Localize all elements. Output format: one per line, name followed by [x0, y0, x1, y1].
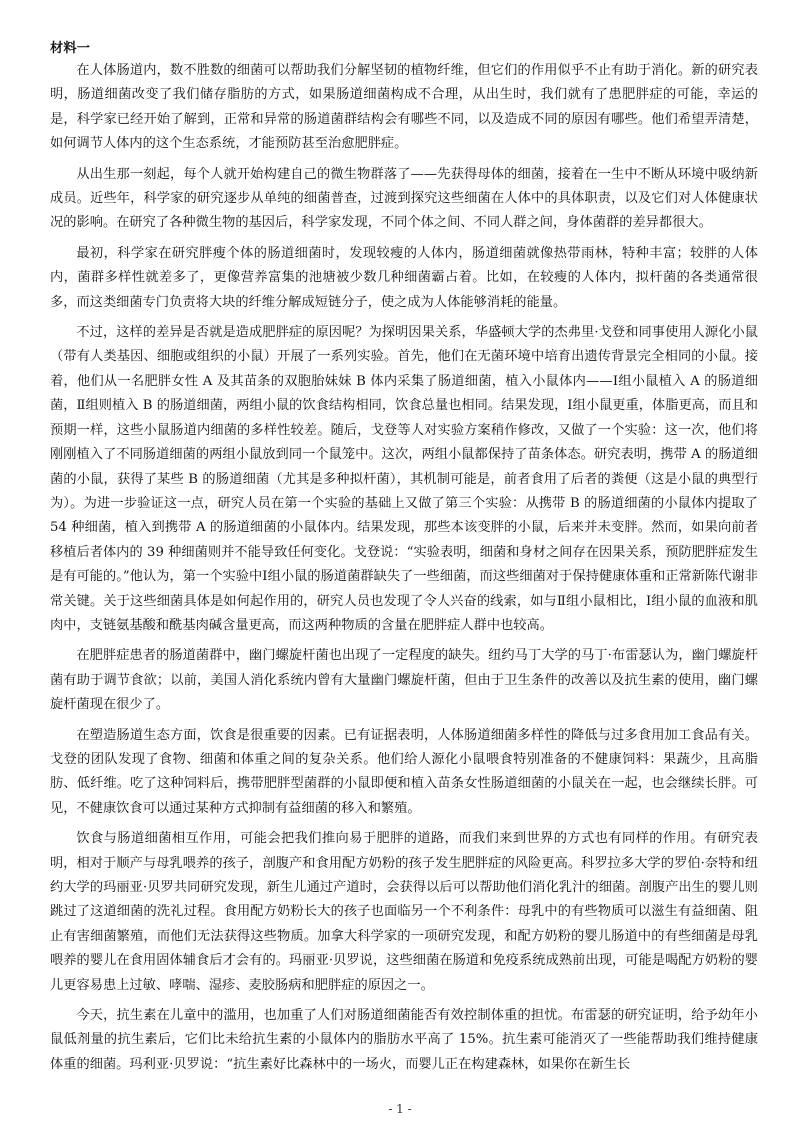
- page-number: - 1 -: [388, 1102, 412, 1116]
- paragraph-4: 不过，这样的差异是否就是造成肥胖症的原因呢？为探明因果关系，华盛顿大学的杰弗里·戈登和同事使用人源化小鼠（带有人类基因、细胞或组织的小鼠）开展了一系列实验。首先，他们在无菌环境中培育出遗传背景完全相同的小鼠。接着，他们从一名肥胖女性 A 及其苗条的双胞胎妹妹 B 体内采集了肠道细菌，植入小鼠体内——Ⅰ组小鼠植入 A 的肠道细菌，Ⅱ组则植入 B 的肠道细菌，两组小鼠的饮食结构相同，饮食总量也相同。结果发现，Ⅰ组小鼠更重，体脂更高，而且和预期一样，这些小鼠肠道内细菌的多样性较差。随后，戈登等人对实验方案稍作修改，又做了一个实验：这一次，他们将刚刚植入了不同肠道细菌的两组小鼠放到同一个鼠笼中。这次，两组小鼠都保持了苗条体态。研究表明，携带 A 的肠道细菌的小鼠，获得了某些 B 的肠道细菌（尤其是多种拟杆菌），其机制可能是，前者食用了后者的粪便（这是小鼠的典型行为）。为进一步验证这一点，研究人员在第一个实验的基础上又做了第三个实验：从携带 B 的肠道细菌的小鼠体内提取了 54 种细菌，植入到携带 A 的肠道细菌的小鼠体内。结果发现，那些本该变胖的小鼠，后来并未变胖。然而，如果向前者移植后者体内的 39 种细菌则并不能导致任何变化。戈登说：“实验表明，细菌和身材之间存在因果关系，预防肥胖症发生是有可能的。”他认为，第一个实验中Ⅰ组小鼠的肠道菌群缺失了一些细菌，而这些细菌对于保持健康体重和正常新陈代谢非常关键。关于这些细菌具体是如何起作用的，研究人员也发现了令人兴奋的线索，如与Ⅱ组小鼠相比，Ⅰ组小鼠的血液和肌肉中，支链氨基酸和酰基肉碱含量更高，而这两种物质的含量在肥胖症人群中也较高。: [50, 325, 758, 633]
- paragraph-6: 在塑造肠道生态方面，饮食是很重要的因素。已有证据表明，人体肠道细菌多样性的降低与过多食用加工食品有关。戈登的团队发现了食物、细菌和体重之间的复杂关系。他们给人源化小鼠喂食特别准备的不健康饲料：果蔬少，且高脂肪、低纤维。吃了这种饲料后，携带肥胖型菌群的小鼠即便和植入苗条女性肠道细菌的小鼠关在一起，也会继续长胖。可见，不健康饮食可以通过某种方式抑制有益细菌的移入和繁殖。: [50, 727, 758, 816]
- paragraph-5: 在肥胖症患者的肠道菌群中，幽门螺旋杆菌也出现了一定程度的缺失。纽约马丁大学的马丁·布雷瑟认为，幽门螺旋杆菌有助于调节食欲；以前，美国人消化系统内曾有大量幽门螺旋杆菌，但由于卫生条件的改善以及抗生素的使用，幽门螺旋杆菌现在很少了。: [50, 648, 758, 713]
- paragraph-1: 在人体肠道内，数不胜数的细菌可以帮助我们分解坚韧的植物纤维，但它们的作用似乎不止有助于消化。新的研究表明，肠道细菌改变了我们储存脂肪的方式，如果肠道细菌构成不合理，从出生时，我们就有了患肥胖症的可能，幸运的是，科学家已经开始了解到，正常和异常的肠道菌群结构会有哪些不同，以及造成不同的原因有哪些。他们希望弄清楚，如何调节人体内的这个生态系统，才能预防甚至治愈肥胖症。: [50, 63, 758, 152]
- paragraph-3: 最初，科学家在研究胖瘦个体的肠道细菌时，发现较瘦的人体内，肠道细菌就像热带雨林，特种丰富；较胖的人体内，菌群多样性就差多了，更像营养富集的池塘被少数几种细菌霸占着。比如，在较瘦的人体内，拟杆菌的各类通常很多，而这类细菌专门负责将大块的纤维分解成短链分子，使之成为人体能够消耗的能量。: [50, 245, 758, 310]
- paragraph-2: 从出生那一刻起，每个人就开始构建自己的微生物群落了——先获得母体的细菌，接着在一生中不断从环境中吸纳新成员。近些年，科学家的研究逐步从单纯的细菌普查，过渡到探究这些细菌在人体中的具体职责，以及它们对人体健康状况的影响。在研究了各种微生物的基因后，科学家发现，不同个体之间、不同人群之间，身体菌群的差异都很大。: [50, 166, 758, 231]
- document-page: [50, 40, 758, 1077]
- paragraph-7: 饮食与肠道细菌相互作用，可能会把我们推向易于肥胖的道路，而我们来到世界的方式也有同样的作用。有研究表明，相对于顺产与母乳喂养的孩子，剖腹产和食用配方奶粉的孩子发生肥胖症的风险更高。科罗拉多大学的罗伯·奈特和纽约大学的玛丽亚·贝罗共同研究发现，新生儿通过产道时，会获得以后可以帮助他们消化乳汁的细菌。剖腹产出生的婴儿则跳过了这道细菌的洗礼过程。食用配方奶粉长大的孩子也面临另一个不利条件：母乳中的有些物质可以滋生有益细菌、阻止有害细菌繁殖，而他们无法获得这些物质。加拿大科学家的一项研究发现，和配方奶粉的婴儿肠道中的有些细菌是母乳喂养的婴儿在食用固体辅食后才会有的。玛丽亚·贝罗说，这些细菌在肠道和免疫系统成熟前出现，可能是喝配方奶粉的婴儿更容易患上过敏、哮喘、湿疹、麦胶肠病和肥胖症的原因之一。: [50, 831, 758, 993]
- paragraph-8: 今天，抗生素在儿童中的滥用，也加重了人们对肠道细菌能否有效控制体重的担忧。布雷瑟的研究证明，给予幼年小鼠低剂量的抗生素后，它们比未给抗生素的小鼠体内的脂肪水平高了 15%。抗生素可能消灭了一些能帮助我们维持健康体重的细菌。玛利亚·贝罗说：“抗生素好比森林中的一场火，而婴儿正在构建森林，如果你在新生长: [50, 1008, 758, 1072]
- section-heading: 材料一: [50, 41, 91, 56]
